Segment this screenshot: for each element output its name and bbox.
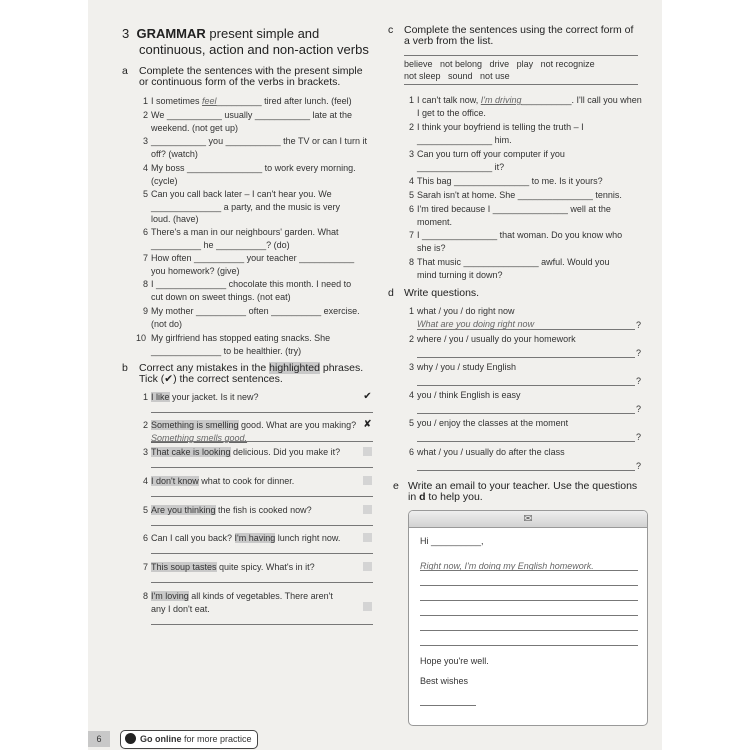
item-number: 5 — [142, 505, 148, 515]
exercise-c-item-line[interactable] — [417, 269, 503, 282]
word-list: not sleep sound not use — [404, 71, 510, 81]
line-text: I ______________ chocolate this month. I need to — [151, 279, 352, 289]
line-text: __________ he __________? (do) — [151, 239, 290, 250]
item-number: 4 — [408, 176, 414, 186]
item-number: 2 — [142, 420, 148, 430]
email-example-answer: Right now, I'm doing my English homework. — [420, 561, 594, 571]
item-number: 6 — [408, 204, 414, 214]
exercise-instruction: Complete the sentences with the present simple — [139, 65, 363, 77]
line-text: I think your boyfriend is telling the truth – I — [417, 122, 584, 132]
write-line[interactable] — [420, 645, 638, 646]
exercise-instruction: or continuous form of the verbs in brackets. — [139, 76, 341, 88]
text: the fish is cooked now? — [215, 505, 312, 515]
item-number: 5 — [142, 189, 148, 199]
question-mark: ? — [636, 461, 642, 471]
exercise-a-item-line[interactable] — [151, 318, 182, 331]
answer-line[interactable] — [417, 357, 635, 358]
exercise-a-item-line[interactable] — [151, 148, 198, 161]
tick-box[interactable] — [363, 562, 372, 571]
text-bold: d — [419, 491, 426, 503]
exercise-c-item-line[interactable] — [417, 107, 486, 120]
line-text: _______________ him. — [417, 134, 512, 145]
highlighted-phrase: I don't know — [151, 476, 199, 486]
line-text: My girlfriend has stopped eating snacks. She — [151, 333, 331, 343]
exercise-b-sentence — [151, 532, 340, 545]
exercise-e-instruction-2 — [408, 491, 483, 503]
line-text: ___________ you ___________ the TV or can I turn it — [151, 136, 368, 146]
text: what to cook for dinner. — [198, 476, 295, 486]
exercise-b-sentence-cont: any I don't eat. — [151, 603, 210, 614]
line-text: off? (watch) — [151, 148, 198, 159]
exercise-a-item-line[interactable] — [151, 122, 238, 135]
line-text: We ___________ usually ___________ late at the — [151, 110, 353, 120]
item-number: 4 — [142, 163, 148, 173]
line-text: _______________ it? — [417, 161, 505, 172]
highlighted-phrase: I'm loving — [151, 591, 189, 601]
exercise-b-sentence — [151, 419, 356, 432]
text: phrases. — [319, 362, 364, 374]
answer-line[interactable] — [417, 413, 635, 414]
word-list: believe not belong drive play not recognize — [404, 59, 595, 69]
write-line[interactable] — [420, 615, 638, 616]
highlighted-word: highlighted — [269, 362, 320, 374]
line-text: moment. — [417, 216, 453, 227]
exercise-a-item-line[interactable] — [151, 95, 352, 108]
line-text: Sarah isn't at home. She _______________ tennis. — [417, 190, 622, 200]
question-mark: ? — [636, 348, 642, 358]
exercise-a-item-line[interactable] — [151, 135, 367, 148]
question-prompt: why / you / study English — [417, 362, 517, 372]
item-number: 5 — [408, 190, 414, 200]
exercise-a-item-line[interactable] — [151, 226, 339, 239]
exercise-c-item-line[interactable] — [417, 229, 622, 242]
line-text: ______________ a party, and the music is very — [151, 201, 340, 212]
exercise-a-item-line[interactable] — [151, 252, 354, 265]
answer-line[interactable] — [151, 467, 373, 468]
item-number: 3 — [142, 136, 148, 146]
exercise-instruction: a verb from the list. — [404, 35, 494, 47]
word-list-bottom-border — [404, 84, 638, 85]
exercise-letter: b — [122, 362, 128, 374]
text: delicious. Did you make it? — [230, 447, 341, 457]
email-box — [408, 510, 648, 726]
section-number: 3 — [122, 26, 130, 41]
exercise-c-item-line[interactable] — [417, 148, 565, 161]
answer-line[interactable] — [417, 470, 635, 471]
exercise-a-item-line[interactable] — [151, 332, 330, 345]
section-title-rest: present simple and — [209, 26, 320, 41]
line-text: mind turning it down? — [417, 269, 503, 280]
exercise-e-instruction: Write an email to your teacher. Use the questions — [408, 480, 638, 492]
exercise-c-item-line[interactable] — [417, 121, 584, 134]
tick-box[interactable] — [363, 533, 372, 542]
exercise-a-item-line[interactable] — [151, 291, 291, 304]
go-online-rest: for more practice — [181, 734, 252, 744]
item-number: 7 — [142, 253, 148, 263]
email-titlebar — [409, 511, 647, 528]
write-line[interactable] — [420, 630, 638, 631]
exercise-b-instruction: Tick (✔) the correct sentences. — [139, 373, 283, 385]
section-label: GRAMMAR — [136, 26, 206, 41]
exercise-a-item-line[interactable] — [151, 188, 332, 201]
signature-line[interactable] — [420, 705, 476, 706]
example-answer: I'm driving — [480, 95, 522, 105]
exercise-a-item-line[interactable] — [151, 175, 178, 188]
answer-line[interactable] — [151, 496, 373, 497]
tick-box[interactable] — [363, 602, 372, 611]
exercise-c-item-line[interactable] — [417, 216, 452, 229]
exercise-instruction: Complete the sentences using the correct form of — [404, 24, 634, 36]
line-text: This bag _______________ to me. Is it yours? — [417, 176, 603, 186]
item-number: 6 — [408, 447, 414, 457]
answer-line[interactable] — [417, 385, 635, 386]
item-number: 3 — [408, 149, 414, 159]
text: Correct any mistakes in the — [139, 362, 270, 374]
text: quite spicy. What's in it? — [216, 562, 315, 572]
answer-line[interactable] — [151, 553, 373, 554]
line-text: (not do) — [151, 318, 183, 329]
write-line[interactable] — [420, 585, 638, 586]
item-number: 2 — [142, 110, 148, 120]
exercise-b-sentence — [151, 590, 333, 603]
section-title-line2: continuous, action and non-action verbs — [139, 42, 369, 57]
exercise-a-item-line[interactable] — [151, 201, 340, 214]
text: in — [408, 491, 420, 503]
line-text: There's a man in our neighbours' garden. What — [151, 227, 339, 237]
line-text: Can you call back later – I can't hear you. We — [151, 189, 332, 199]
line-text: loud. (have) — [151, 214, 199, 224]
exercise-c-item-line[interactable] — [417, 94, 642, 107]
exercise-a-item-line[interactable] — [151, 265, 240, 278]
exercise-c-item-line[interactable] — [417, 161, 504, 174]
line-text: you homework? (give) — [151, 265, 240, 276]
tick-box[interactable]: ✔ — [363, 391, 372, 402]
email-greeting: Hi __________, — [420, 536, 484, 546]
exercise-c-item-line[interactable] — [417, 203, 611, 216]
answer-line[interactable] — [151, 525, 373, 526]
text: your jacket. Is it new? — [169, 392, 259, 402]
item-number: 2 — [408, 334, 414, 344]
highlighted-phrase: Are you thinking — [151, 505, 216, 515]
question-mark: ? — [636, 404, 642, 414]
exercise-c-item-line[interactable] — [417, 134, 512, 147]
line-text: __________. I'll call you when — [521, 95, 642, 105]
text: lunch right now. — [275, 533, 341, 543]
answer-line[interactable] — [151, 582, 373, 583]
exercise-letter: a — [122, 65, 128, 77]
exercise-b-sentence — [151, 446, 340, 459]
question-prompt: what / you / do right now — [417, 306, 515, 316]
text: Can I call you back? — [151, 533, 235, 543]
line-text: Can you turn off your computer if you — [417, 149, 565, 159]
line-text: cut down on sweet things. (not eat) — [151, 291, 291, 302]
exercise-a-item-line[interactable] — [151, 162, 356, 175]
write-line[interactable] — [420, 570, 638, 571]
text: good. What are you making? — [238, 420, 357, 430]
item-number: 1 — [408, 95, 414, 105]
exercise-a-item-line[interactable] — [151, 239, 290, 252]
line-text: My mother __________ often __________ exercise. — [151, 306, 360, 316]
tick-box[interactable] — [363, 476, 372, 485]
envelope-icon: ✉ — [523, 513, 533, 525]
item-number: 10 — [135, 333, 146, 343]
line-text: weekend. (not get up) — [151, 122, 239, 133]
item-number: 1 — [142, 392, 148, 402]
tick-box[interactable] — [363, 505, 372, 514]
exercise-b-sentence — [151, 504, 312, 517]
exercise-b-sentence — [151, 391, 259, 404]
exercise-b-sentence — [151, 561, 315, 574]
question-prompt: you / enjoy the classes at the moment — [417, 418, 569, 428]
answer-line[interactable] — [151, 441, 373, 442]
item-number: 5 — [408, 418, 414, 428]
question-mark: ? — [636, 376, 642, 386]
example-answer: Something smells good. — [151, 432, 248, 443]
item-number: 6 — [142, 227, 148, 237]
line-text: _________ tired after lunch. (feel) — [216, 96, 352, 106]
page-number: 6 — [88, 731, 110, 747]
line-text: I get to the office. — [417, 107, 486, 118]
exercise-b-sentence — [151, 475, 294, 488]
line-text: I can't talk now, — [417, 95, 481, 105]
highlighted-phrase: This soup tastes — [151, 562, 217, 572]
exercise-c-item-line[interactable] — [417, 175, 603, 188]
section-title — [122, 26, 319, 41]
go-online-link[interactable] — [120, 730, 258, 749]
highlighted-phrase: That cake is looking — [151, 447, 231, 457]
line-text: I _______________ that woman. Do you know who — [417, 230, 623, 240]
item-number: 8 — [142, 591, 148, 601]
email-closing-1: Hope you're well. — [420, 656, 489, 666]
item-number: 4 — [142, 476, 148, 486]
question-prompt: you / think English is easy — [417, 390, 521, 400]
line-text: How often __________ your teacher ___________ — [151, 253, 355, 263]
exercise-c-item-line[interactable] — [417, 189, 622, 202]
exercise-c-item-line[interactable] — [417, 242, 446, 255]
question-mark: ? — [636, 320, 642, 330]
exercise-d-instruction: Write questions. — [404, 287, 480, 299]
email-closing-2: Best wishes — [420, 676, 469, 686]
exercise-c-item-line[interactable] — [417, 256, 609, 269]
answer-line[interactable] — [151, 412, 373, 413]
item-number: 1 — [142, 96, 148, 106]
go-online-bold: Go online — [140, 734, 182, 744]
online-practice-icon — [125, 733, 136, 744]
item-number: 2 — [408, 122, 414, 132]
answer-line[interactable] — [417, 329, 635, 330]
question-mark: ? — [636, 432, 642, 442]
question-prompt: what / you / usually do after the class — [417, 447, 565, 457]
line-text: (cycle) — [151, 175, 178, 186]
item-number: 1 — [408, 306, 414, 316]
text: all kinds of vegetables. There aren't — [188, 591, 333, 601]
example-answer: feel — [202, 96, 217, 106]
tick-box[interactable] — [363, 447, 372, 456]
line-text: I'm tired because I _______________ well at the — [417, 204, 611, 214]
exercise-e-letter: e — [393, 480, 399, 492]
item-number: 6 — [142, 533, 148, 543]
exercise-a-item-line[interactable] — [151, 109, 352, 122]
item-number: 7 — [408, 230, 414, 240]
example-answer: What are you doing right now — [417, 318, 535, 329]
highlighted-phrase: I'm having — [234, 533, 276, 543]
item-number: 7 — [142, 562, 148, 572]
line-text: I sometimes — [151, 96, 203, 106]
highlighted-phrase: I like — [151, 392, 170, 402]
exercise-a-item-line[interactable] — [151, 305, 360, 318]
item-number: 8 — [408, 257, 414, 267]
exercise-letter: d — [388, 287, 394, 299]
line-text: My boss _______________ to work every morning. — [151, 163, 356, 173]
item-number: 4 — [408, 390, 414, 400]
exercise-a-item-line[interactable] — [151, 345, 301, 358]
exercise-letter: c — [388, 24, 394, 36]
answer-line[interactable] — [417, 441, 635, 442]
question-prompt: where / you / usually do your homework — [417, 334, 576, 344]
item-number: 8 — [142, 279, 148, 289]
tick-box[interactable]: ✘ — [363, 419, 372, 430]
highlighted-phrase: Something is smelling — [151, 420, 239, 430]
exercise-a-item-line[interactable] — [151, 278, 351, 291]
item-number: 3 — [408, 362, 414, 372]
exercise-a-item-line[interactable] — [151, 213, 199, 226]
answer-line[interactable] — [151, 624, 373, 625]
text: to help you. — [425, 491, 483, 503]
item-number: 9 — [142, 306, 148, 316]
item-number: 3 — [142, 447, 148, 457]
word-list-top-border — [404, 55, 638, 56]
line-text: That music _______________ awful. Would you — [417, 257, 610, 267]
write-line[interactable] — [420, 600, 638, 601]
line-text: she is? — [417, 242, 446, 253]
line-text: ______________ to be healthier. (try) — [151, 345, 302, 356]
